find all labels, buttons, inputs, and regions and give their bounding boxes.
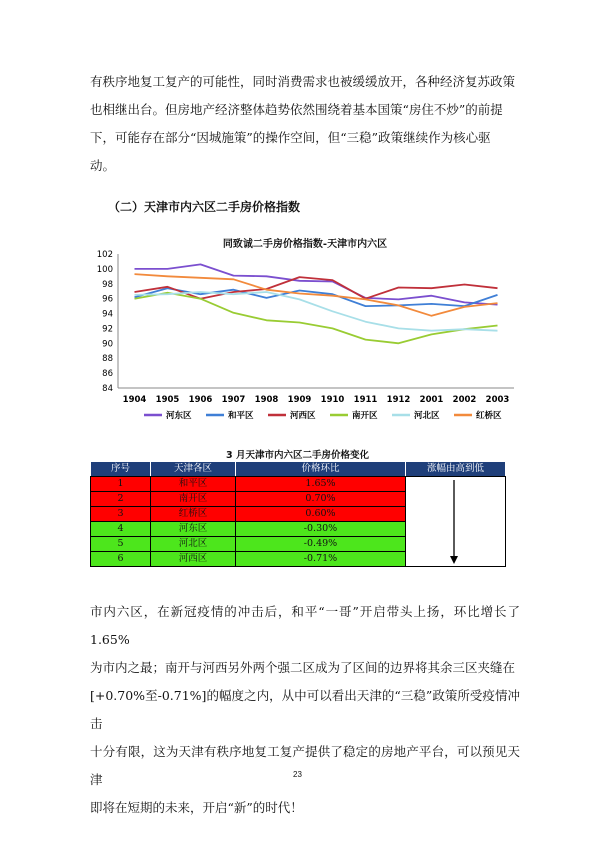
x-tick-label: 1908: [254, 395, 279, 405]
row-change: -0.71%: [236, 552, 406, 567]
y-tick-label: 84: [102, 384, 113, 394]
intro-paragraph: [90, 68, 520, 180]
row-district: 红桥区: [151, 507, 236, 522]
series-line-南开区: [135, 293, 498, 344]
y-tick-label: 88: [102, 354, 113, 365]
y-tick-label: 86: [102, 369, 113, 380]
analysis-line-4: 十分有限，这为天津有秩序地复工复产提供了稳定的房地产平台，可以预见天津: [90, 744, 520, 787]
header-no: 序号: [91, 462, 151, 477]
row-district: 河东区: [151, 522, 236, 537]
row-no: 2: [91, 492, 151, 507]
row-district: 河西区: [151, 552, 236, 567]
header-district: 天津各区: [151, 462, 236, 477]
down-arrow-icon: [406, 477, 506, 567]
x-tick-label: 1904: [122, 395, 147, 405]
table-title: 3 月天津市内六区二手房价格变化: [226, 450, 369, 461]
row-change: 1.65%: [236, 477, 406, 492]
x-tick-label: 1907: [221, 395, 246, 405]
row-no: 4: [91, 522, 151, 537]
x-tick-label: 1910: [320, 395, 345, 405]
row-district: 和平区: [151, 477, 236, 492]
intro-line-1: 有秩序地复工复产的可能性，同时消费需求也被缓缓放开，各种经济复苏政策: [90, 74, 516, 89]
row-change: 0.70%: [236, 492, 406, 507]
analysis-line-1: 市内六区，在新冠疫情的冲击后，和平“一哥”开启带头上扬，环比增长了 1.65%: [90, 604, 520, 647]
legend-label: 南开区: [352, 411, 378, 421]
legend-label: 河西区: [290, 411, 316, 421]
row-district: 河北区: [151, 537, 236, 552]
y-tick-label: 90: [102, 339, 113, 350]
row-no: 1: [91, 477, 151, 492]
row-no: 5: [91, 537, 151, 552]
x-tick-label: 2003: [485, 395, 510, 405]
price-index-line-chart: [88, 248, 528, 428]
analysis-line-3: [+0.70%至-0.71%]的幅度之内，从中可以看出天津的“三稳”政策所受疫情冲击: [90, 688, 520, 731]
analysis-line-2: 为市内之最；南开与河西另外两个强二区成为了区间的边界将其余三区夹缝在: [90, 660, 516, 675]
x-tick-label: 1905: [155, 395, 180, 405]
x-tick-label: 1906: [188, 395, 213, 405]
y-tick-label: 96: [102, 294, 113, 305]
analysis-line-5: 即将在短期的未来，开启“新”的时代！: [90, 800, 303, 815]
table-header-row: [91, 462, 506, 477]
legend-label: 红桥区: [476, 411, 502, 421]
y-tick-label: 92: [102, 324, 113, 335]
y-tick-label: 94: [102, 309, 113, 320]
header-change: 价格环比: [236, 462, 406, 477]
x-tick-label: 1909: [287, 395, 312, 405]
legend-label: 和平区: [228, 411, 254, 421]
y-tick-label: 98: [102, 279, 113, 290]
y-tick-label: 100: [96, 264, 113, 275]
x-tick-label: 2001: [419, 395, 444, 405]
x-tick-label: 2002: [452, 395, 477, 405]
page-number: 23: [293, 770, 302, 779]
header-rank: 涨幅由高到低: [406, 462, 506, 477]
row-change: -0.49%: [236, 537, 406, 552]
intro-line-4: 动。: [90, 158, 116, 173]
row-no: 6: [91, 552, 151, 567]
row-change: -0.30%: [236, 522, 406, 537]
price-change-table: [90, 461, 506, 567]
x-tick-label: 1911: [353, 395, 378, 405]
x-tick-label: 1912: [386, 395, 411, 405]
chart-title: 同致诚二手房价格指数-天津市内六区: [222, 239, 388, 250]
y-tick-label: 102: [96, 250, 113, 260]
series-line-河东区: [135, 264, 498, 304]
intro-line-3: 下，可能存在部分“因城施策”的操作空间，但“三稳”政策继续作为核心驱: [90, 130, 491, 145]
legend-label: 河北区: [414, 411, 440, 421]
analysis-paragraph: [90, 598, 520, 822]
intro-line-2: 也相继出台。但房地产经济整体趋势依然围绕着基本国策“房住不炒”的前提: [90, 102, 503, 117]
row-no: 3: [91, 507, 151, 522]
row-change: 0.60%: [236, 507, 406, 522]
section-heading: （二）天津市内六区二手房价格指数: [108, 200, 301, 214]
table-row: [91, 477, 506, 492]
row-district: 南开区: [151, 492, 236, 507]
ranking-arrow-cell: [406, 477, 506, 567]
legend-label: 河东区: [166, 411, 192, 421]
